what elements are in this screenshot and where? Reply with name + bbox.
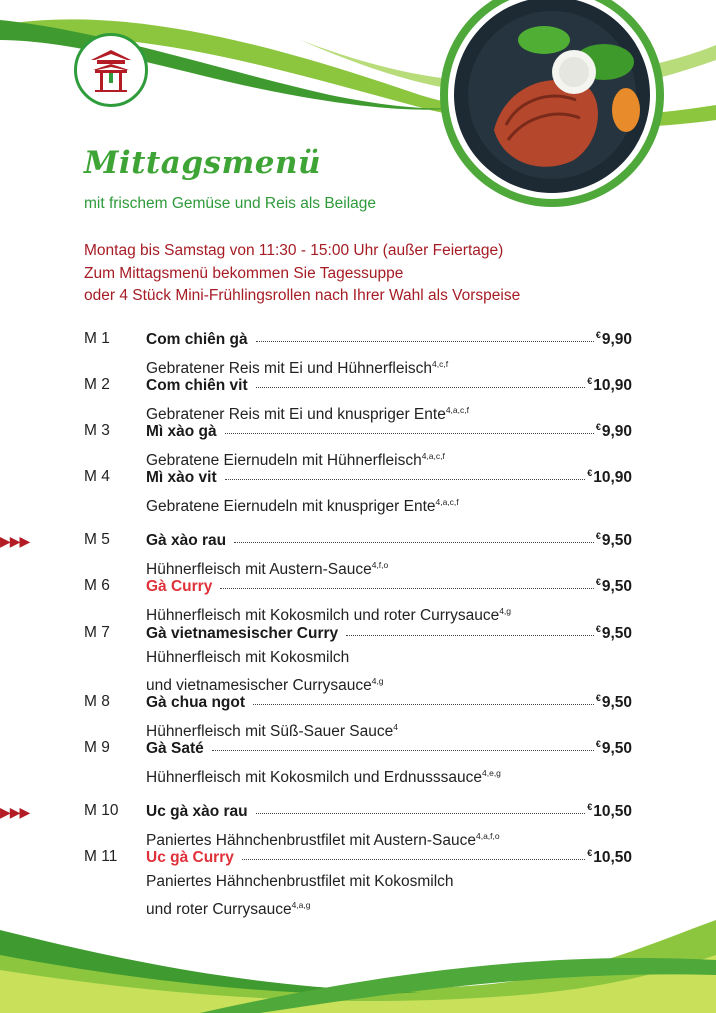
price-value: 9,90 [601, 331, 632, 349]
restaurant-logo [74, 33, 148, 107]
item-name-row [146, 577, 632, 596]
item-description [146, 647, 384, 697]
description-text: Gebratener Reis mit Ei und Hühnerfleisch [146, 360, 433, 378]
info-block [84, 240, 520, 308]
price-value: 9,50 [601, 625, 632, 643]
item-price [596, 422, 632, 441]
item-price [587, 376, 632, 395]
currency-symbol: € [595, 422, 601, 432]
item-description [146, 871, 454, 921]
item-code: M 9 [84, 739, 110, 756]
allergen-codes: 4,a,c,f [445, 405, 469, 415]
item-name: Uc gà xào rau [146, 803, 248, 821]
description-text: Hühnerfleisch mit Süß-Sauer Sauce [146, 723, 394, 741]
item-code: M 8 [84, 693, 110, 710]
item-name: Gà Saté [146, 740, 204, 758]
item-code: M 4 [84, 468, 110, 485]
item-name-row [146, 802, 632, 821]
currency-symbol: € [595, 531, 601, 541]
currency-symbol: € [587, 376, 593, 386]
dot-leader [253, 692, 594, 705]
dot-leader [212, 738, 594, 751]
item-name-row [146, 330, 632, 349]
description-text-line2: und vietnamesischer Currysauce [146, 676, 372, 694]
description-text: Hühnerfleisch mit Kokosmilch und roter Currysauce [146, 607, 500, 625]
allergen-codes: 4,g [371, 675, 384, 686]
dot-leader [220, 576, 593, 589]
currency-symbol: € [595, 624, 601, 634]
item-code: M 6 [84, 577, 110, 594]
dot-leader [234, 530, 594, 543]
item-price [596, 693, 632, 712]
item-name: Gà xào rau [146, 532, 227, 550]
item-code: M 5 [84, 531, 110, 548]
description-text: Paniertes Hähnchenbrustfilet mit Austern-Sauce [146, 832, 476, 850]
item-price [587, 848, 632, 867]
currency-symbol: € [595, 577, 601, 587]
item-code: M 1 [84, 330, 110, 347]
dot-leader [225, 467, 586, 480]
item-code: M 10 [84, 802, 119, 819]
price-value: 10,90 [593, 469, 632, 487]
item-name: Mì xào vit [146, 469, 217, 487]
pagoda-icon [83, 42, 139, 98]
item-name: Com chiên gà [146, 331, 248, 349]
allergen-codes: 4,a,f,o [475, 831, 500, 841]
dot-leader [346, 623, 594, 636]
item-price [596, 330, 632, 349]
currency-symbol: € [587, 468, 593, 478]
item-price [596, 624, 632, 643]
item-code: M 7 [84, 624, 110, 641]
description-text: Hühnerfleisch mit Austern-Sauce [146, 561, 372, 579]
item-code: M 3 [84, 422, 110, 439]
description-text: Paniertes Hähnchenbrustfilet mit Kokosmilch [146, 873, 454, 890]
menu-title: Mittagsmenü [84, 145, 322, 181]
price-value: 9,50 [601, 694, 632, 712]
dish-photo [434, 0, 674, 210]
item-description [146, 762, 501, 790]
item-name: Com chiên vit [146, 377, 248, 395]
price-value: 10,90 [593, 377, 632, 395]
description-text: Gebratene Eiernudeln mit knuspriger Ente [146, 498, 436, 516]
item-code: M 2 [84, 376, 110, 393]
item-name-row [146, 422, 632, 441]
price-value: 9,90 [601, 423, 632, 441]
currency-symbol: € [587, 848, 593, 858]
description-text: Hühnerfleisch mit Kokosmilch [146, 649, 350, 666]
item-price [596, 577, 632, 596]
recommendation-arrows-icon: ▶▶▶ [0, 804, 30, 820]
item-name: Uc gà Curry [146, 849, 234, 867]
dot-leader [242, 847, 585, 860]
item-price [596, 531, 632, 550]
info-hours: Montag bis Samstag von 11:30 - 15:00 Uhr (außer Feiertage) [84, 242, 504, 259]
price-value: 9,50 [601, 578, 632, 596]
price-value: 9,50 [601, 740, 632, 758]
allergen-codes: 4,a,c,f [421, 451, 445, 461]
info-spring-rolls: oder 4 Stück Mini-Frühlingsrollen nach Ihrer Wahl als Vorspeise [84, 287, 521, 304]
recommendation-arrows-icon: ▶▶▶ [0, 533, 30, 549]
item-name: Gà vietnamesischer Curry [146, 625, 339, 643]
item-name-row [146, 468, 632, 487]
description-text-line2: und roter Currysauce [146, 900, 292, 918]
item-name-row [146, 693, 632, 712]
price-value: 9,50 [601, 532, 632, 550]
currency-symbol: € [595, 739, 601, 749]
allergen-codes: 4,e,g [482, 768, 501, 778]
item-name: Gà chua ngot [146, 694, 246, 712]
item-code: M 11 [84, 848, 118, 865]
allergen-codes: 4 [393, 722, 398, 732]
item-name-row [146, 624, 632, 643]
item-name: Mì xào gà [146, 423, 217, 441]
currency-symbol: € [587, 802, 593, 812]
item-price [587, 802, 632, 821]
menu-subtitle: mit frischem Gemüse und Reis als Beilage [84, 195, 377, 212]
item-name-row [146, 739, 632, 758]
description-text: Gebratener Reis mit Ei und knuspriger Ente [146, 406, 446, 424]
item-price [587, 468, 632, 487]
allergen-codes: 4,a,g [291, 899, 311, 910]
info-soup: Zum Mittagsmenü bekommen Sie Tagessuppe [84, 264, 404, 282]
item-price [596, 739, 632, 758]
allergen-codes: 4,c,f [432, 359, 449, 369]
allergen-codes: 4,a,c,f [435, 497, 459, 507]
description-text: Gebratene Eiernudeln mit Hühnerfleisch [146, 452, 422, 470]
item-name-row [146, 376, 632, 395]
item-description [146, 491, 459, 519]
description-text: Hühnerfleisch mit Kokosmilch und Erdnusssauce [146, 769, 482, 787]
item-name-row [146, 848, 632, 867]
dot-leader [225, 421, 594, 434]
allergen-codes: 4,g [499, 606, 512, 616]
dot-leader [256, 375, 586, 388]
price-value: 10,50 [593, 849, 632, 867]
dot-leader [256, 801, 586, 814]
dot-leader [256, 329, 594, 342]
currency-symbol: € [595, 330, 601, 340]
currency-symbol: € [595, 693, 601, 703]
item-name-row [146, 531, 632, 550]
item-name: Gà Curry [146, 578, 213, 596]
allergen-codes: 4,f,o [371, 560, 389, 570]
price-value: 10,50 [593, 803, 632, 821]
